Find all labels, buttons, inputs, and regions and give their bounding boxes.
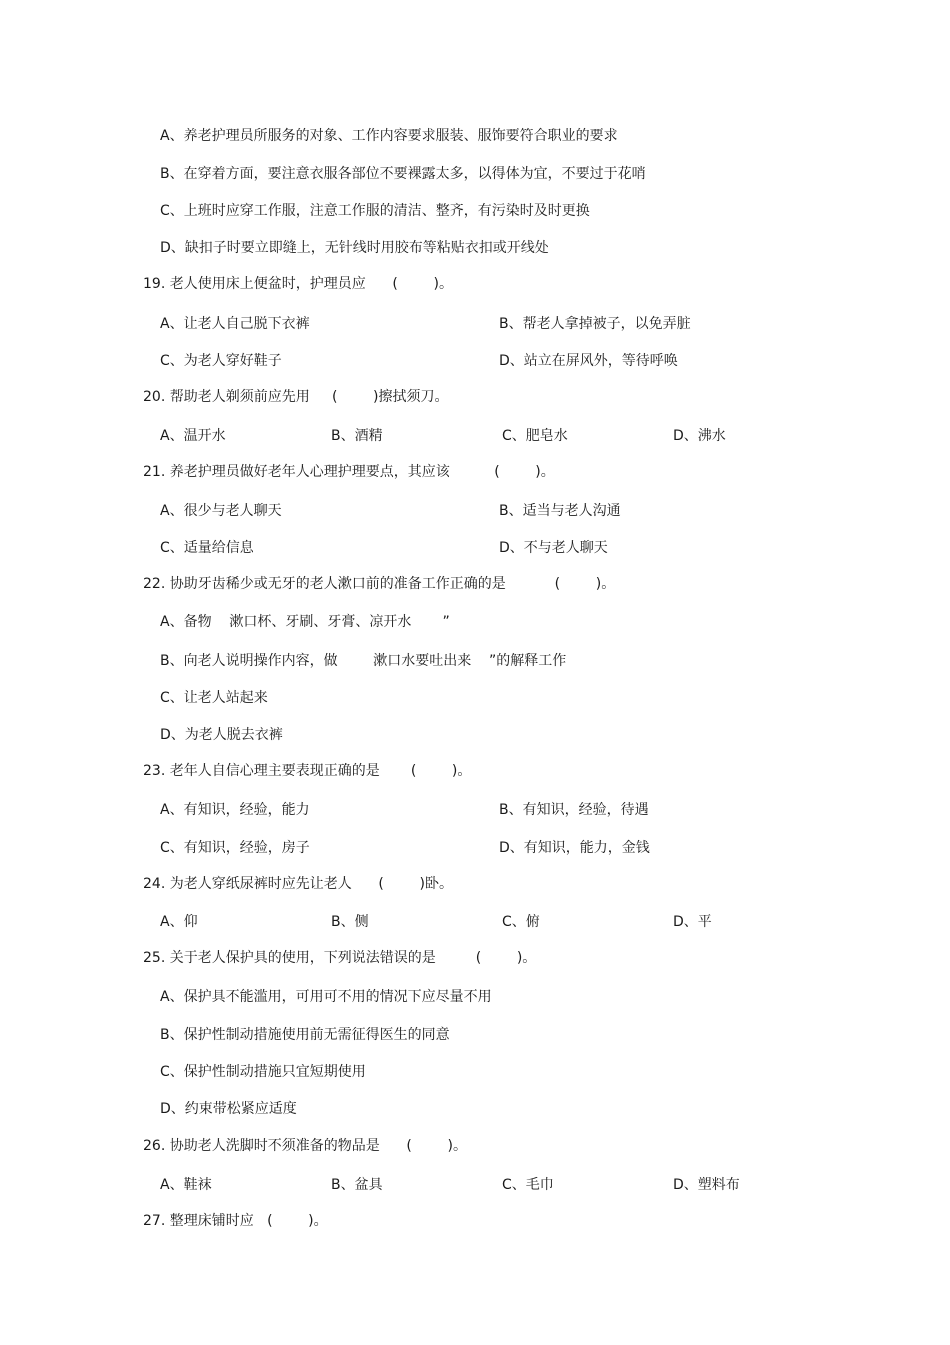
q26-option-b: B、盆具 — [331, 1177, 383, 1193]
q21-option-a: A、很少与老人聊天 — [160, 503, 282, 519]
q24-option-a: A、仰 — [160, 914, 198, 930]
q23-option-a: A、有知识，经验，能力 — [160, 802, 310, 818]
q25-option-d: D、约束带松紧应适度 — [160, 1101, 297, 1117]
q22-option-c: C、让老人站起来 — [160, 690, 268, 706]
q24-option-c: C、俯 — [502, 914, 540, 930]
q20-option-a: A、温开水 — [160, 428, 226, 444]
q19-option-c: C、为老人穿好鞋子 — [160, 353, 282, 369]
q24-stem: 24. 为老人穿纸尿裤时应先让老人 ( )卧。 — [143, 876, 453, 892]
q18-option-b: B、在穿着方面，要注意衣服各部位不要裸露太多，以得体为宜，不要过于花哨 — [160, 166, 646, 182]
q24-option-b: B、侧 — [331, 914, 369, 930]
q19-option-a: A、让老人自己脱下衣裤 — [160, 316, 310, 332]
q26-option-d: D、塑料布 — [673, 1177, 740, 1193]
q18-option-c: C、上班时应穿工作服，注意工作服的清洁、整齐，有污染时及时更换 — [160, 203, 590, 219]
q20-option-b: B、酒精 — [331, 428, 383, 444]
q21-stem: 21. 养老护理员做好老年人心理护理要点，其应该 ( )。 — [143, 464, 555, 480]
q18-option-d: D、缺扣子时要立即缝上，无针线时用胶布等粘贴衣扣或开线处 — [160, 240, 549, 256]
q19-option-b: B、帮老人拿掉被子，以免弄脏 — [499, 316, 691, 332]
q19-stem: 19. 老人使用床上便盆时，护理员应 ( )。 — [143, 276, 453, 292]
q27-stem: 27. 整理床铺时应 ( )。 — [143, 1213, 328, 1229]
q24-option-d: D、平 — [673, 914, 712, 930]
q22-option-a: A、备物 漱口杯、牙刷、牙膏、凉开水 ” — [160, 614, 450, 630]
q26-option-a: A、鞋袜 — [160, 1177, 212, 1193]
q21-option-c: C、适量给信息 — [160, 540, 254, 556]
q23-stem: 23. 老年人自信心理主要表现正确的是 ( )。 — [143, 763, 472, 779]
q21-option-b: B、适当与老人沟通 — [499, 503, 621, 519]
q25-option-c: C、保护性制动措施只宜短期使用 — [160, 1064, 366, 1080]
q20-stem: 20. 帮助老人剃须前应先用 ( )擦拭须刀。 — [143, 389, 449, 405]
q20-option-c: C、肥皂水 — [502, 428, 568, 444]
q20-option-d: D、沸水 — [673, 428, 726, 444]
q22-option-d: D、为老人脱去衣裤 — [160, 727, 283, 743]
q25-stem: 25. 关于老人保护具的使用，下列说法错误的是 ( )。 — [143, 950, 537, 966]
q21-option-d: D、不与老人聊天 — [499, 540, 608, 556]
q25-option-a: A、保护具不能滥用，可用可不用的情况下应尽量不用 — [160, 989, 492, 1005]
q25-option-b: B、保护性制动措施使用前无需征得医生的同意 — [160, 1027, 450, 1043]
q19-option-d: D、站立在屏风外，等待呼唤 — [499, 353, 678, 369]
q18-option-a: A、养老护理员所服务的对象、工作内容要求服装、服饰要符合职业的要求 — [160, 128, 618, 144]
q26-stem: 26. 协助老人洗脚时不须准备的物品是 ( )。 — [143, 1138, 467, 1154]
q23-option-b: B、有知识，经验，待遇 — [499, 802, 649, 818]
q22-option-b: B、向老人说明操作内容，做 漱口水要吐出来 ”的解释工作 — [160, 653, 567, 669]
q23-option-c: C、有知识，经验，房子 — [160, 840, 310, 856]
q26-option-c: C、毛巾 — [502, 1177, 554, 1193]
q23-option-d: D、有知识，能力，金钱 — [499, 840, 650, 856]
q22-stem: 22. 协助牙齿稀少或无牙的老人漱口前的准备工作正确的是 ( )。 — [143, 576, 616, 592]
